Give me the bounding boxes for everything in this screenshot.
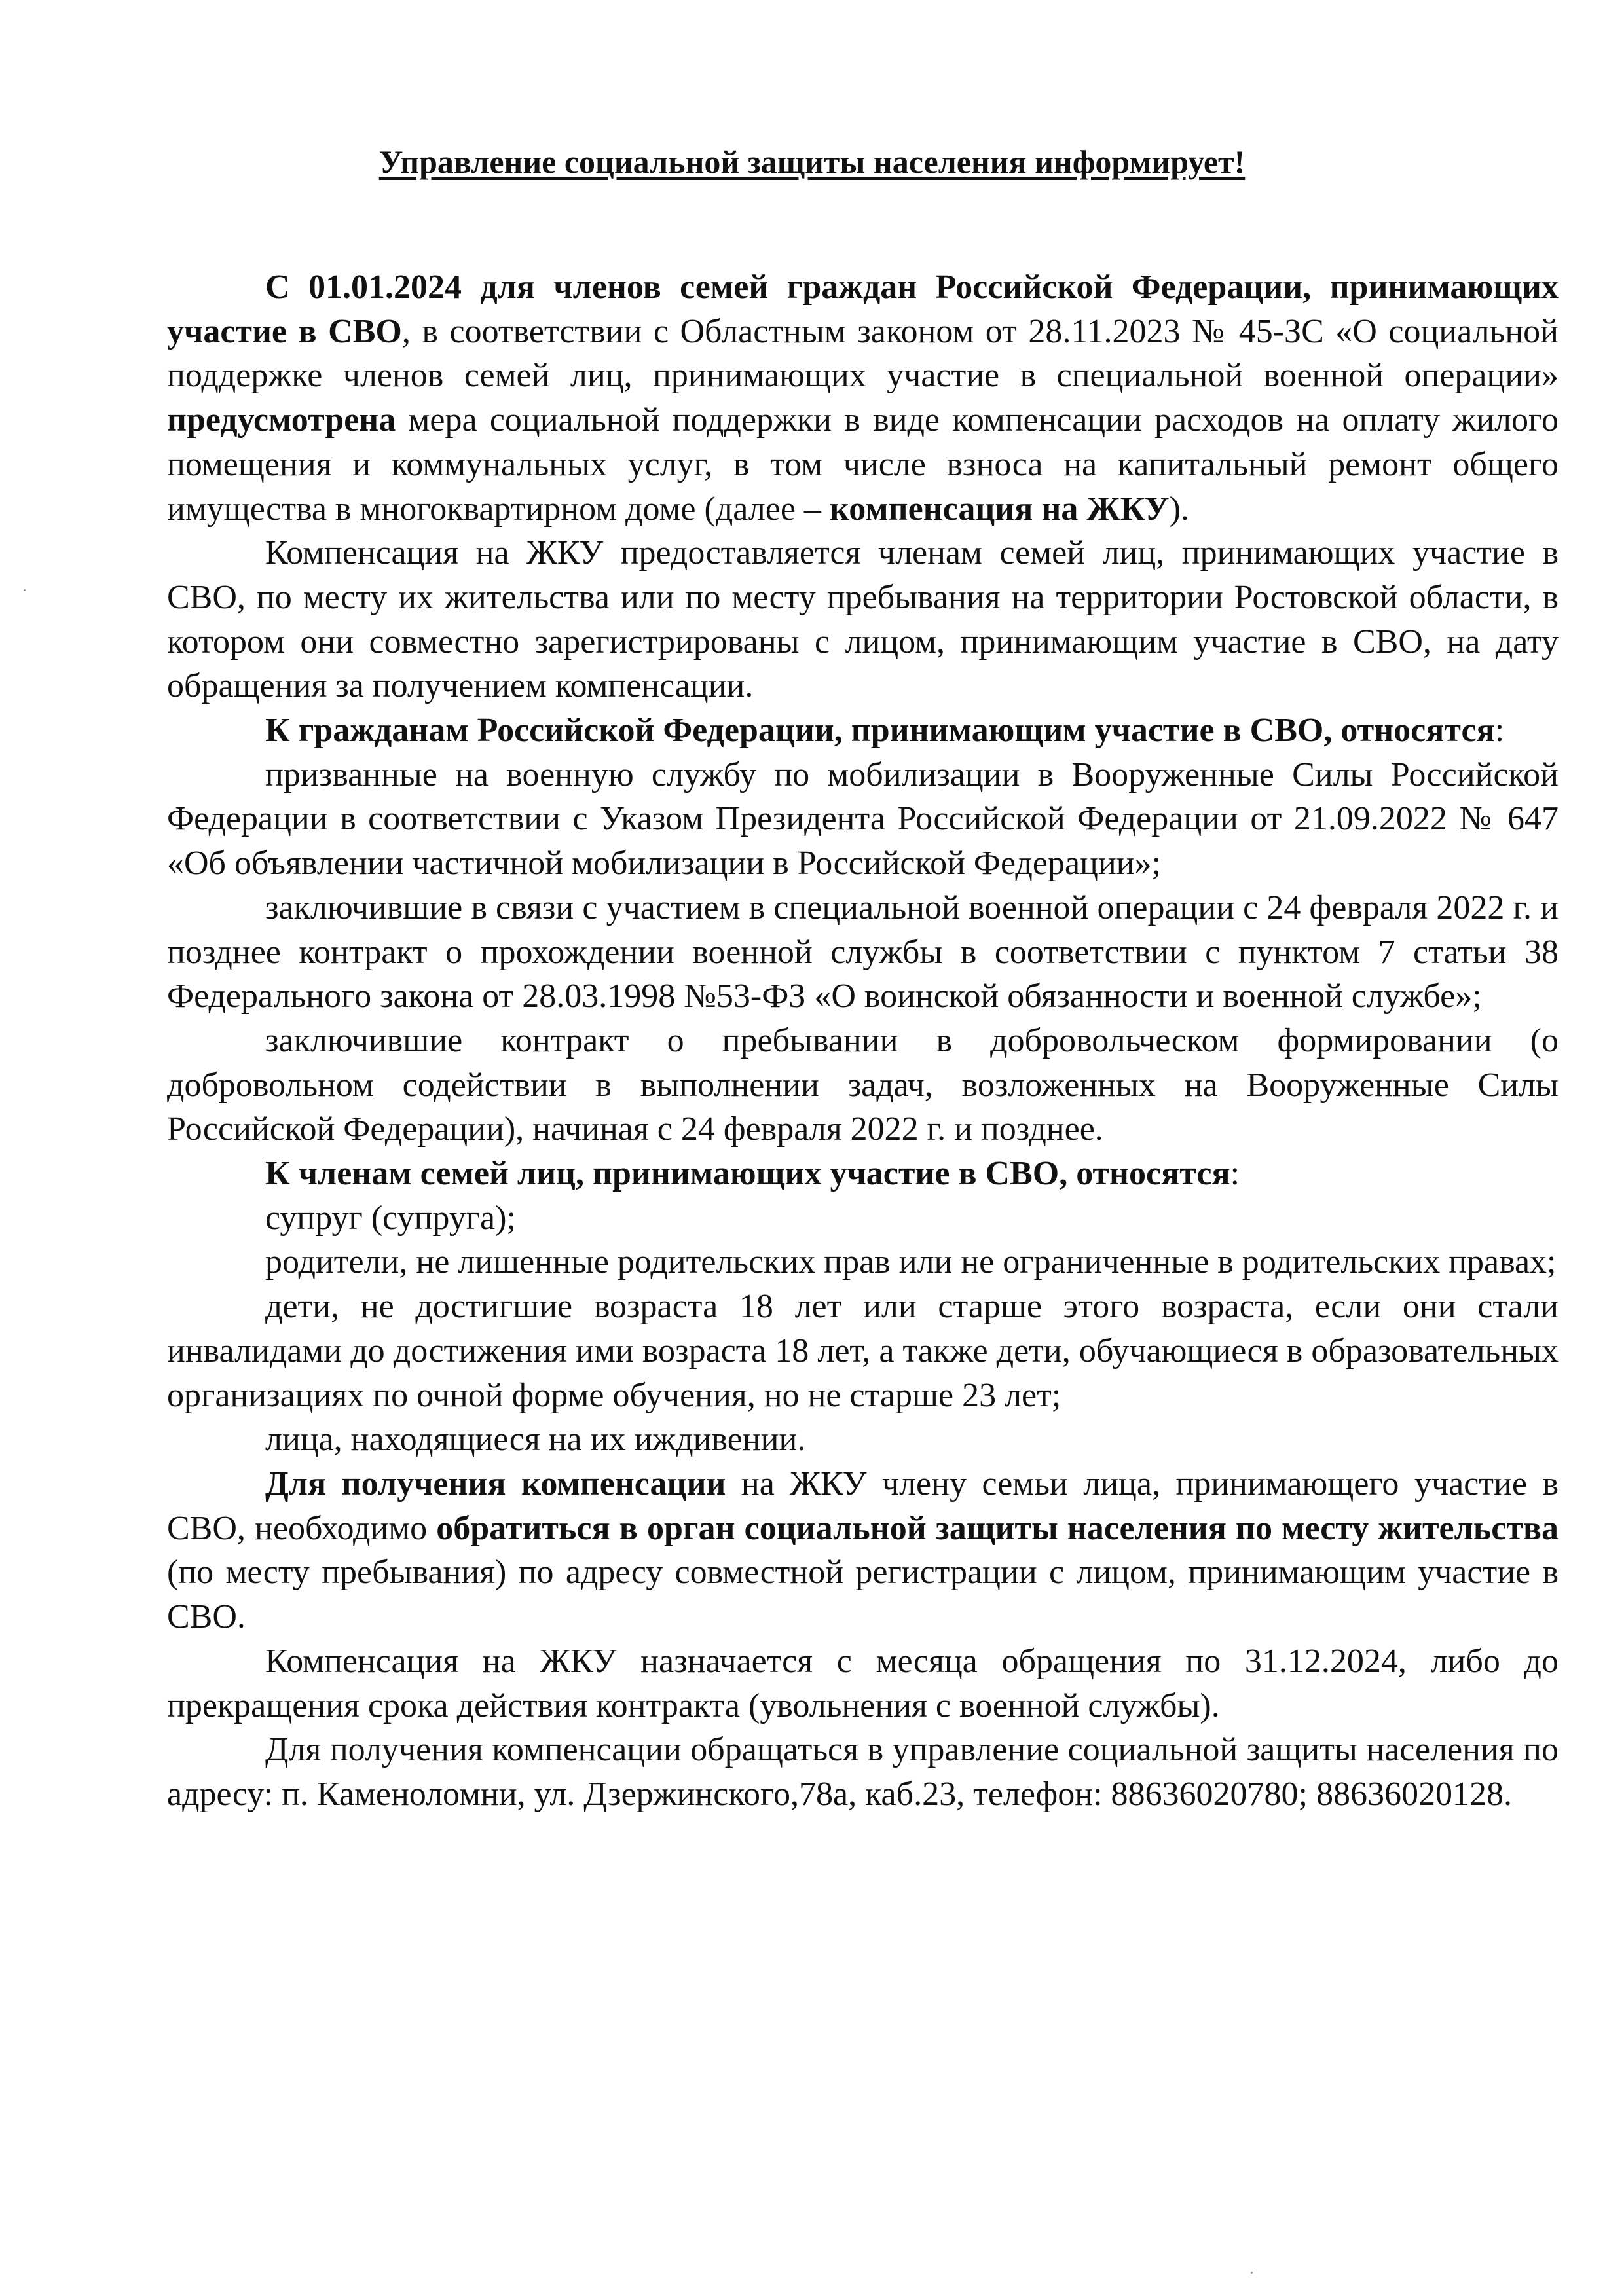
list-item-dependents: лица, находящиеся на их иждивении. (265, 1421, 806, 1459)
paragraph-compensation-provided: Компенсация на ЖКУ предоставляется членам семей лиц, принимающих участие в СВО, по месту их жительства или по месту пребывания на территории Ростовской области, в котором они совместно зарегистрированы с лицом, принимающим участие в СВО, на дату обращения за получением компенсации. (167, 534, 1559, 705)
apply-bold-2: обратиться в орган социальной защиты населения по месту жительства (436, 1509, 1559, 1547)
citizens-heading-colon: : (1494, 712, 1505, 750)
intro-text-2: мера социальной поддержки в виде компенсации расходов на оплату жилого помещения и коммунальных услуг, в том числе взноса на капитальный ремонт общего имущества в многоквартирном доме (далее – (167, 401, 1559, 528)
paragraph-contacts: Для получения компенсации обращаться в управление социальной защиты населения по адресу: п. Каменоломни, ул. Дзержинского,78а, каб.23, телефон: 88636020780; 88636020128. (167, 1731, 1559, 1813)
paragraph-intro (167, 265, 1559, 531)
family-heading-colon: : (1230, 1155, 1240, 1193)
document-title: Управление социальной защиты населения информирует! (378, 143, 1246, 180)
family-heading-bold: К членам семей лиц, принимающих участие в СВО, относятся (265, 1155, 1230, 1193)
list-item-spouse: супруг (супруга); (265, 1199, 516, 1237)
list-item-contract: заключившие в связи с участием в специальной военной операции с 24 февраля 2022 г. и позднее контракт о прохождении военной службы в соответствии с пунктом 7 статьи 38 Федерального закона от 28.03.1998 №53-ФЗ «О воинской обязанности и военной службе»; (167, 888, 1559, 1015)
list-item-volunteer: заключившие контракт о пребывании в добровольческом формировании (о добровольном содействии в выполнении задач, возложенных на Вооруженные Силы Российской Федерации), начиная с 24 февраля 2022 г. и позднее. (167, 1021, 1559, 1148)
paragraph-citizens-heading (167, 708, 1559, 753)
list-item-parents: родители, не лишенные родительских прав или не ограниченные в родительских правах; (265, 1243, 1557, 1281)
intro-bold-provided: предусмотрена (167, 401, 396, 439)
apply-text-2: (по месту пребывания) по адресу совместной регистрации с лицом, принимающим участие в СВО. (167, 1554, 1559, 1636)
paragraph-family-heading (167, 1152, 1559, 1196)
document-body (167, 265, 1559, 1817)
scan-speck (1251, 2272, 1253, 2274)
paragraph-period: Компенсация на ЖКУ назначается с месяца обращения по 31.12.2024, либо до прекращения срока действия контракта (увольнения с военной службы). (167, 1642, 1559, 1724)
paragraph-how-to-apply (167, 1462, 1559, 1639)
citizens-heading-bold: К гражданам Российской Федерации, принимающим участие в СВО, относятся (265, 712, 1495, 750)
intro-text-1: , в соответствии с Областным законом от 28.11.2023 № 45-ЗС «О социальной поддержке членов семей лиц, принимающих участие в специальной военной операции» (167, 312, 1559, 395)
intro-text-3: ). (1169, 490, 1189, 528)
apply-bold-1: Для получения компенсации (265, 1465, 726, 1503)
list-item-mobilized: призванные на военную службу по мобилизации в Вооруженные Силы Российской Федерации в соответствии с Указом Президента Российской Федерации от 21.09.2022 № 647 «Об объявлении частичной мобилизации в Российской Федерации»; (167, 756, 1559, 883)
intro-lead: С 01.01.2024 для членов семей граждан Российской Федерации, принимающих участие в СВО (167, 268, 1559, 350)
apply-text-1: на ЖКУ члену семьи лица, принимающего участие в СВО, необходимо (167, 1465, 1559, 1547)
list-item-children: дети, не достигшие возраста 18 лет или старше этого возраста, если они стали инвалидами до достижения ими возраста 18 лет, а также дети, обучающиеся в образовательных организациях по очной форме обучения, но не старше 23 лет; (167, 1288, 1559, 1414)
scan-speck (24, 589, 26, 591)
intro-bold-compensation: компенсация на ЖКУ (829, 490, 1170, 528)
